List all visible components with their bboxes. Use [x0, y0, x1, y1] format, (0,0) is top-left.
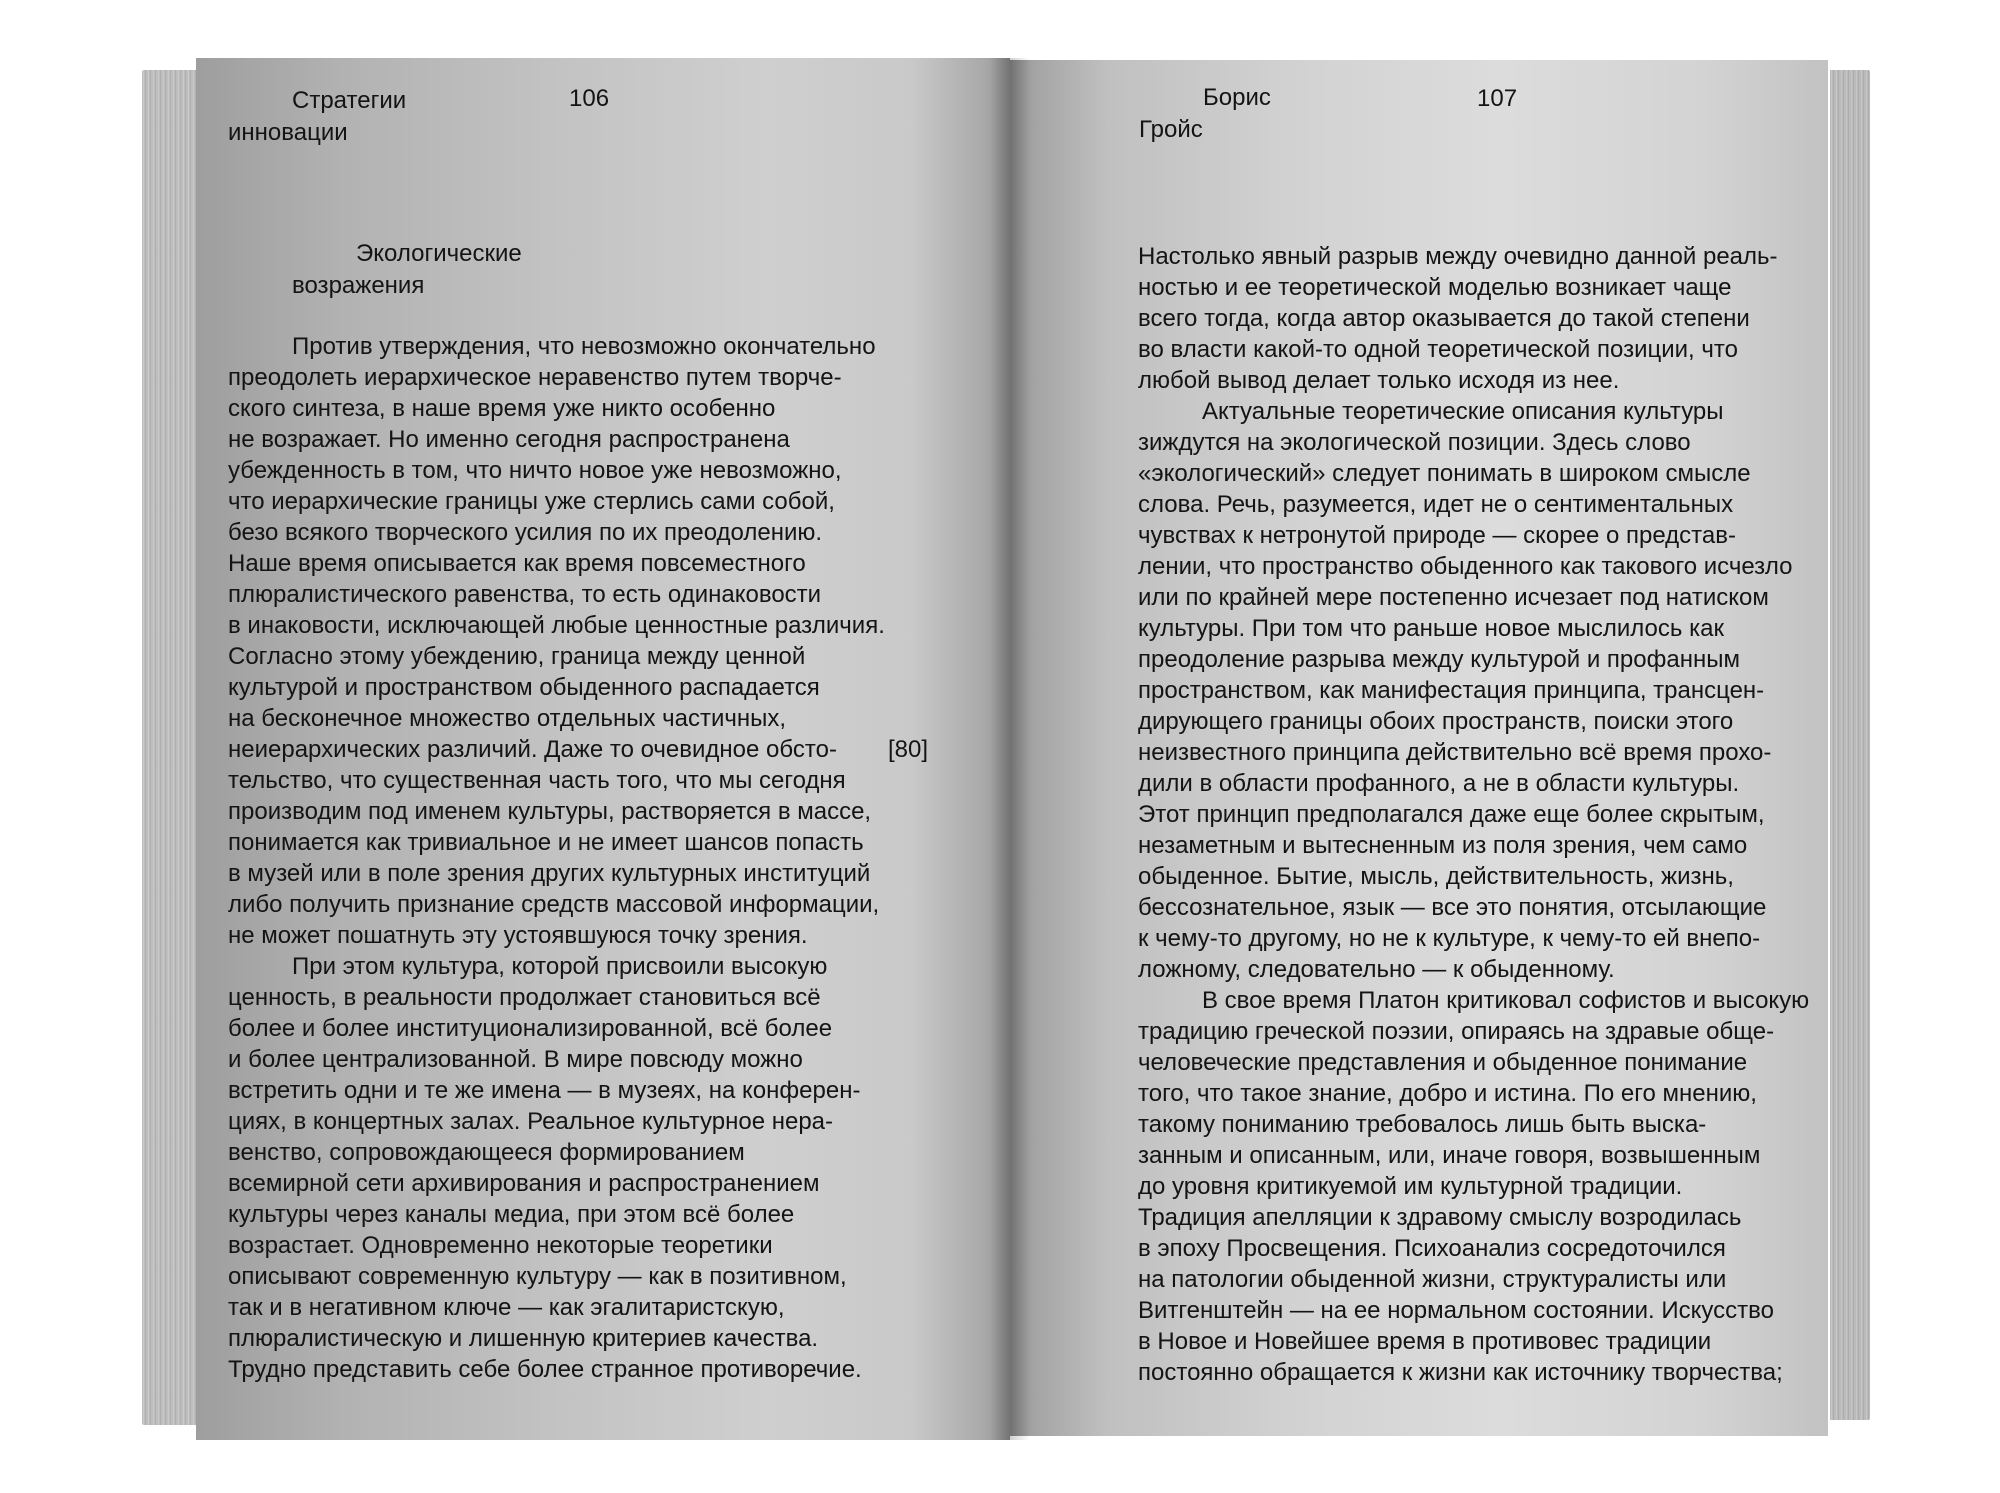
right-running-head: [1139, 82, 1271, 146]
text-line: в инаковости, исключающей любые ценностные различия.: [228, 612, 885, 639]
text-line: незаметным и вытесненным из поля зрения, чем само: [1138, 832, 1748, 859]
text-line: не возражает. Но именно сегодня распространена: [228, 426, 790, 453]
text-line: слова. Речь, разумеется, идет не о сентиментальных: [1138, 491, 1734, 518]
text-line: ского синтеза, в наше время уже никто особенно: [228, 395, 776, 422]
text-line: В свое время Платон критиковал софистов и высокую: [1202, 987, 1810, 1014]
text-line: так и в негативном ключе — как эгалитаристскую,: [228, 1294, 785, 1321]
text-line: к чему-то другому, но не к культуре, к чему-то ей внепо-: [1138, 925, 1761, 952]
left-body-text: [228, 331, 885, 1385]
text-line: лении, что пространство обыденного как такового исчезло: [1138, 553, 1793, 580]
text-line: зиждутся на экологической позиции. Здесь слово: [1138, 429, 1691, 456]
right-body-text: [1138, 241, 1809, 1388]
right-page-number: 107: [1477, 85, 1518, 112]
left-running-head: [228, 85, 407, 149]
text-line: на патологии обыденной жизни, структуралисты или: [1138, 1266, 1727, 1293]
text-line: встретить одни и те же имена — в музеях, на конферен-: [228, 1077, 861, 1104]
text-line: до уровня критикуемой им культурной традиции.: [1138, 1173, 1683, 1200]
text-line: культуры. При том что раньше новое мыслилось как: [1138, 615, 1724, 642]
text-line: в музей или в поле зрения других культурных институций: [228, 860, 871, 887]
text-line: циях, в концертных залах. Реальное культурное нера-: [228, 1108, 834, 1135]
text-line: человеческие представления и обыденное понимание: [1138, 1049, 1748, 1076]
text-line: в Новое и Новейшее время в противовес традиции: [1138, 1328, 1712, 1355]
text-line: не может пошатнуть эту устоявшуюся точку зрения.: [228, 922, 808, 949]
right-running-head-line-2: Гройс: [1139, 116, 1203, 143]
text-line: Наше время описывается как время повсеместного: [228, 550, 806, 577]
text-line: традицию греческой поэзии, опираясь на здравые обще-: [1138, 1018, 1775, 1045]
text-line: Традиция апелляции к здравому смыслу возродилась: [1138, 1204, 1742, 1231]
text-line: безо всякого творческого усилия по их преодолению.: [228, 519, 823, 546]
text-line: Против утверждения, что невозможно окончательно: [292, 333, 876, 360]
left-running-head-line-2: инновации: [228, 119, 348, 146]
text-line: плюралистического равенства, то есть одинаковости: [228, 581, 822, 608]
left-page-edges: [142, 70, 198, 1425]
text-line: или по крайней мере постепенно исчезает под натиском: [1138, 584, 1769, 611]
text-line: ценность, в реальности продолжает становиться всё: [228, 984, 821, 1011]
text-line: дирующего границы обоих пространств, поиски этого: [1138, 708, 1734, 735]
text-line: Витгенштейн — на ее нормальном состоянии. Искусство: [1138, 1297, 1774, 1324]
text-line: неиерархических различий. Даже то очевидное обсто-: [228, 736, 837, 763]
text-line: неизвестного принципа действительно всё время прохо-: [1138, 739, 1772, 766]
text-line: что иерархические границы уже стерлись сами собой,: [228, 488, 835, 515]
text-line: ностью и ее теоретической моделью возникает чаще: [1138, 274, 1732, 301]
left-page-number: 106: [569, 85, 610, 112]
text-line: чувствах к нетронутой природе — скорее о представ-: [1138, 522, 1736, 549]
text-line: пространством, как манифестация принципа, трансцен-: [1138, 677, 1765, 704]
text-line: производим под именем культуры, растворяется в массе,: [228, 798, 872, 825]
right-page: [1010, 60, 1828, 1436]
text-line: постоянно обращается к жизни как источнику творчества;: [1138, 1359, 1783, 1386]
text-line: культурой и пространством обыденного распадается: [228, 674, 820, 701]
text-line: венство, сопровождающееся формированием: [228, 1139, 745, 1166]
section-title: [292, 238, 522, 302]
text-line: Согласно этому убеждению, граница между ценной: [228, 643, 806, 670]
text-line: понимается как тривиальное и не имеет шансов попасть: [228, 829, 864, 856]
right-page-edges: [1830, 70, 1870, 1420]
text-line: Трудно представить себе более странное противоречие.: [228, 1356, 862, 1383]
text-line: такому пониманию требовалось лишь быть выска-: [1138, 1111, 1707, 1138]
text-line: возрастает. Одновременно некоторые теоретики: [228, 1232, 773, 1259]
text-line: того, что такое знание, добро и истина. По его мнению,: [1138, 1080, 1757, 1107]
text-line: дили в области профанного, а не в области культуры.: [1138, 770, 1740, 797]
text-line: обыденное. Бытие, мысль, действительность, жизнь,: [1138, 863, 1734, 890]
left-page: [196, 58, 1010, 1440]
text-line: либо получить признание средств массовой информации,: [228, 891, 880, 918]
text-line: «экологический» следует понимать в широком смысле: [1138, 460, 1751, 487]
text-line: убежденность в том, что ничто новое уже невозможно,: [228, 457, 842, 484]
text-line: всего тогда, когда автор оказывается до такой степени: [1138, 305, 1750, 332]
left-running-head-line-1: Стратегии: [292, 87, 407, 114]
text-line: ложному, следовательно — к обыденному.: [1138, 956, 1615, 983]
right-running-head-line-1: Борис: [1203, 84, 1271, 111]
text-line: Этот принцип предполагался даже еще более скрытым,: [1138, 801, 1765, 828]
text-line: занным и описанным, или, иначе говоря, возвышенным: [1138, 1142, 1761, 1169]
text-line: бессознательное, язык — все это понятия, отсылающие: [1138, 894, 1767, 921]
text-line: более и более институционализированной, всё более: [228, 1015, 833, 1042]
text-line: тельство, что существенная часть того, что мы сегодня: [228, 767, 846, 794]
text-line: описывают современную культуру — как в позитивном,: [228, 1263, 847, 1290]
text-line: преодолеть иерархическое неравенство путем творче-: [228, 364, 842, 391]
text-line: плюралистическую и лишенную критериев качества.: [228, 1325, 819, 1352]
section-title-line-1: Экологические: [356, 240, 522, 267]
text-line: всемирной сети архивирования и распространением: [228, 1170, 820, 1197]
text-line: Настолько явный разрыв между очевидно данной реаль-: [1138, 243, 1778, 270]
text-line: любой вывод делает только исходя из нее.: [1138, 367, 1620, 394]
text-line: Актуальные теоретические описания культуры: [1202, 398, 1724, 425]
text-line: При этом культура, которой присвоили высокую: [292, 953, 828, 980]
text-line: в эпоху Просвещения. Психоанализ сосредоточился: [1138, 1235, 1726, 1262]
text-line: и более централизованной. В мире повсюду можно: [228, 1046, 803, 1073]
text-line: культуры через каналы медиа, при этом всё более: [228, 1201, 795, 1228]
margin-note: [80]: [888, 736, 929, 763]
text-line: преодоление разрыва между культурой и профанным: [1138, 646, 1740, 673]
section-title-line-2: возражения: [292, 272, 425, 299]
text-line: на бесконечное множество отдельных частичных,: [228, 705, 787, 732]
text-line: во власти какой-то одной теоретической позиции, что: [1138, 336, 1738, 363]
